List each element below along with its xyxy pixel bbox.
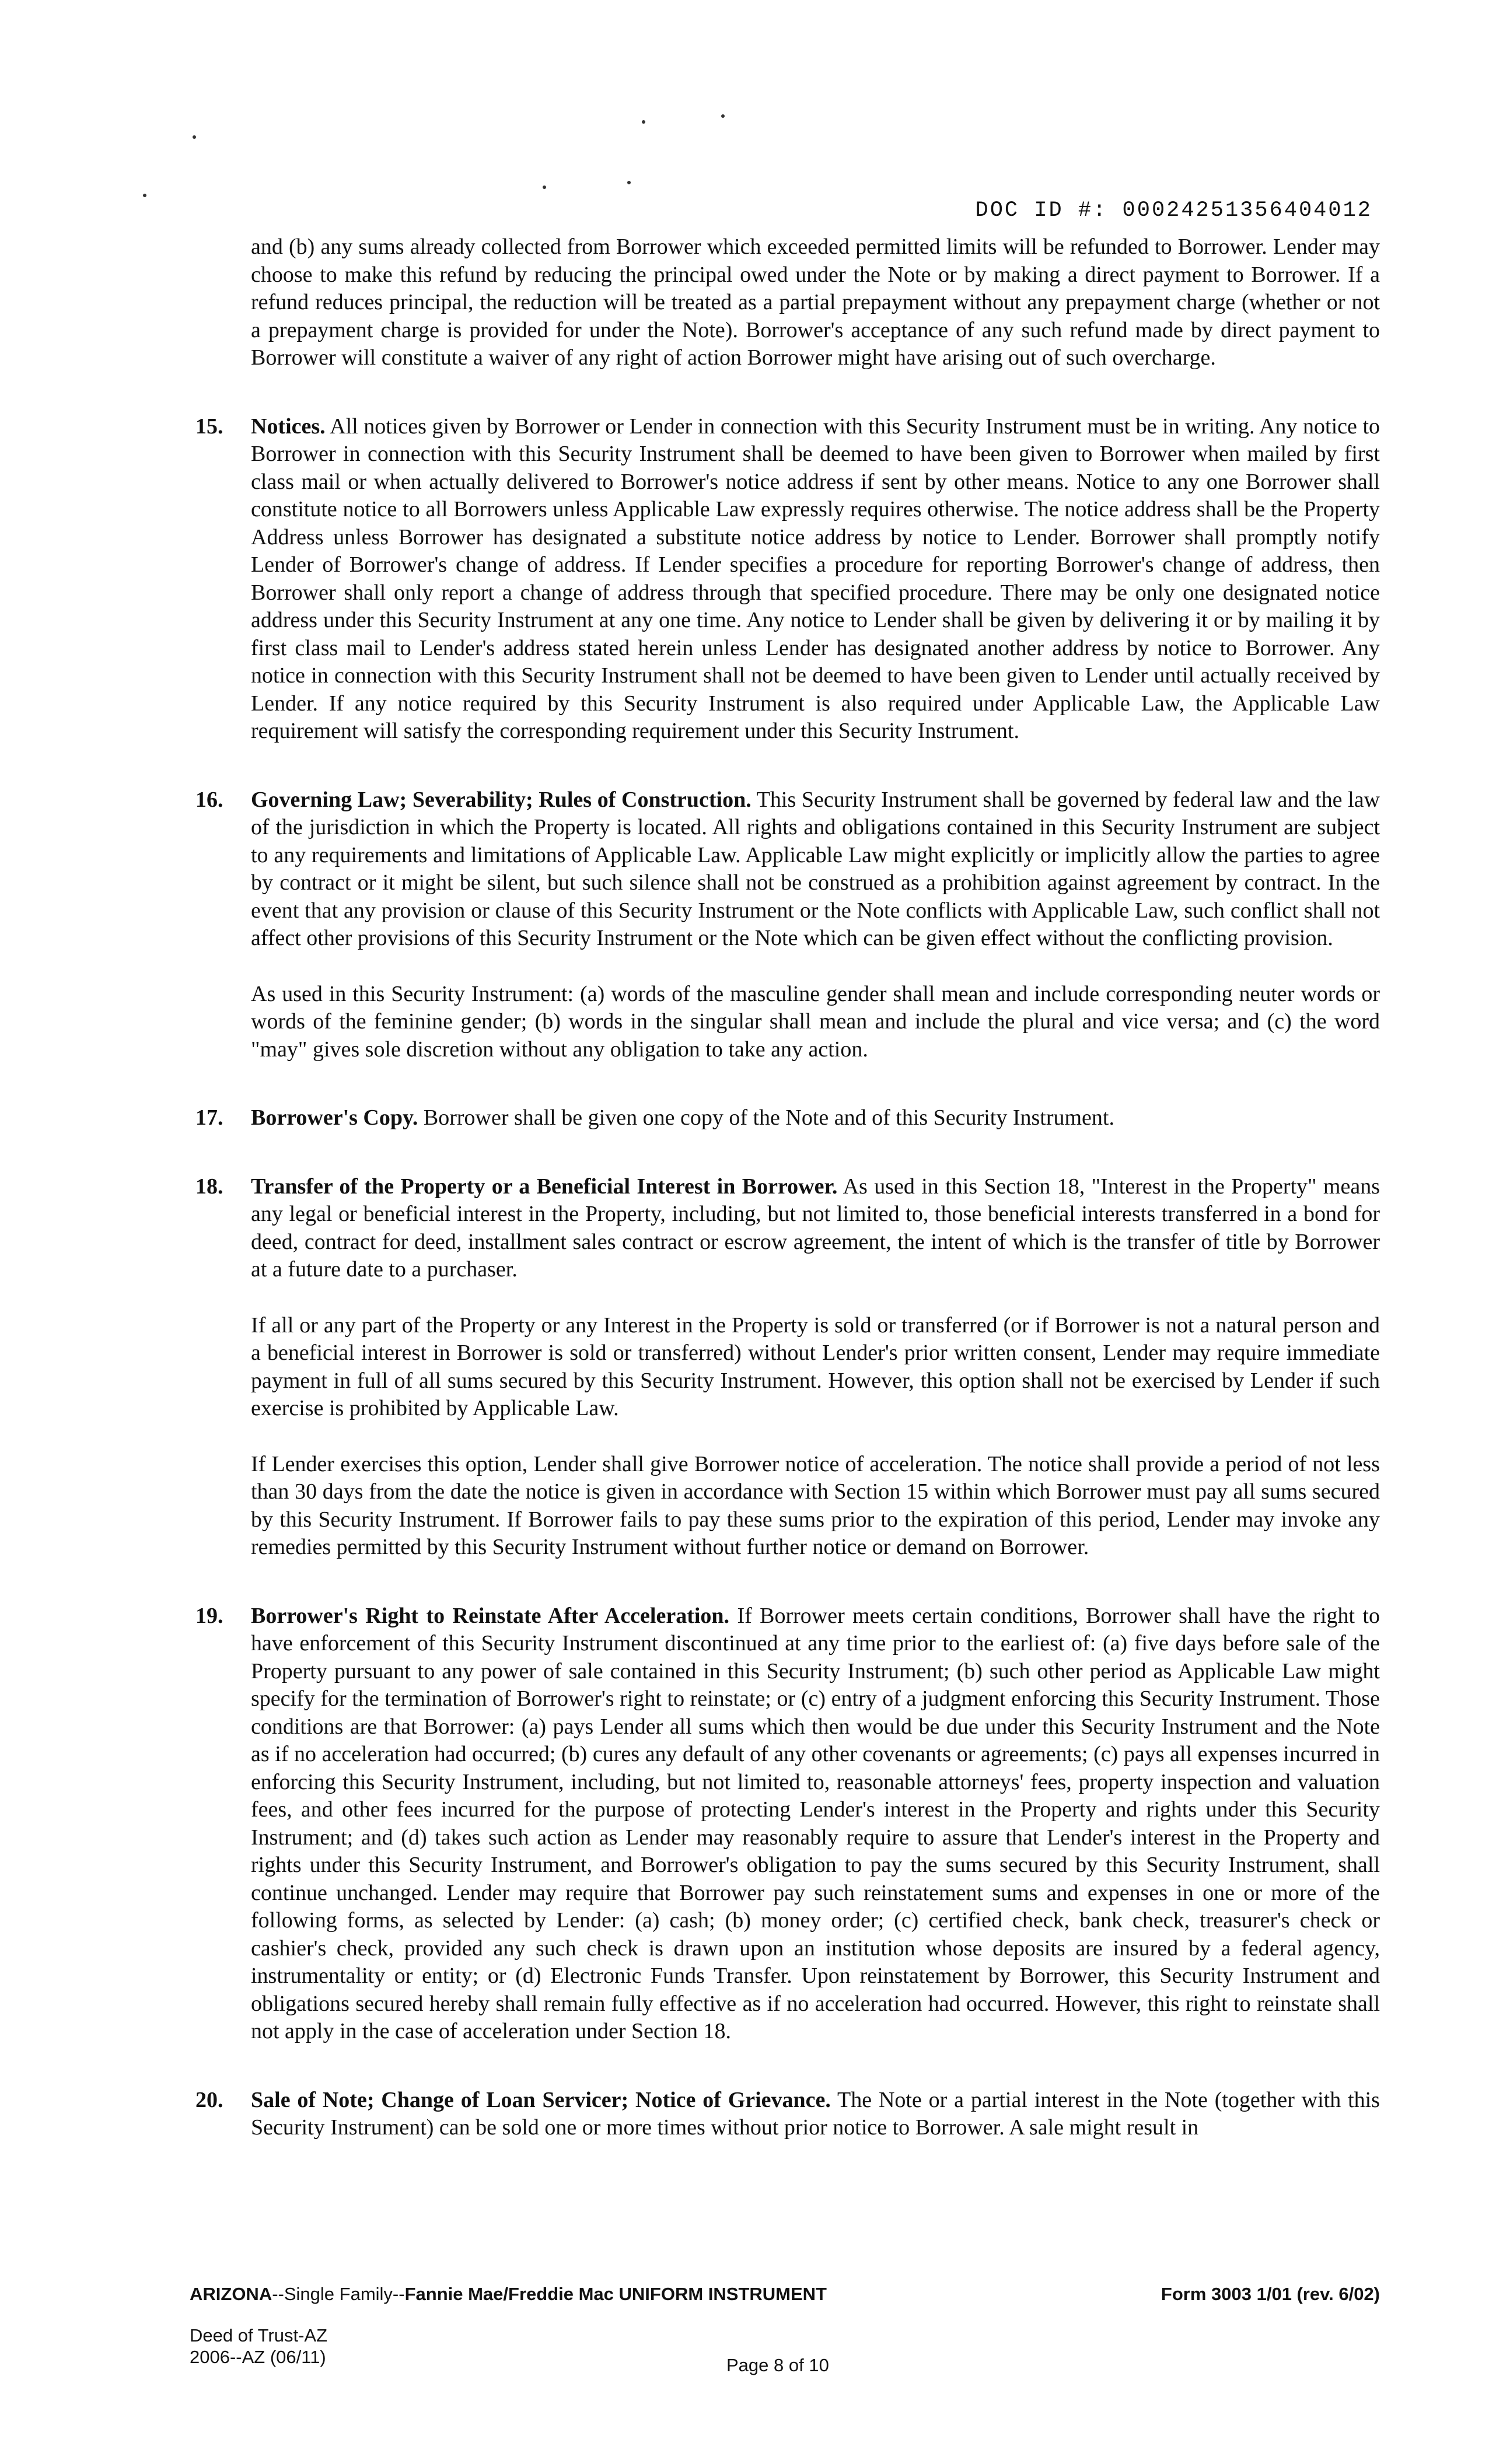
section-paragraph [251,1602,1380,2046]
section-paragraph: If all or any part of the Property or any Interest in the Property is sold or transferred (or if Borrower is not a natural person and a beneficial interest in Borrower is sold or transferred) without Lender's prior written consent, Lender may require immediate payment in full of all sums secured by this Security Instrument. However, this option shall not be exercised by Lender if such exercise is prohibited by Applicable Law. [251,1312,1380,1420]
section-paragraph [251,413,1380,746]
footer-doc-info [190,2325,327,2368]
section-text: If Borrower meets certain conditions, Borrower shall have the right to have enforcement of this Security Instrument discontinued at any time prior to the earliest of: (a) five days before sale of the Property pursuant to any power of sale contained in this Security Instrument; (b) such other period as Applicable Law might specify for the termination of Borrower's right to reinstate; or (c) entry of a judgment enforcing this Security Instrument. Those conditions are that Borrower: (a) pays Lender all sums which then would be due under this Security Instrument and the Note as if no acceleration had occurred; (b) cures any default of any other covenants or agreements; (c) pays all expenses incurred in enforcing this Security Instrument, including, but not limited to, reasonable attorneys' fees, property inspection and valuation fees, and other fees incurred for the purpose of protecting Lender's interest in the Property and rights under this Security Instrument; and (d) takes such action as Lender may reasonably require to assure that Lender's interest in the Property and rights under this Security Instrument, and Borrower's obligation to pay the sums secured by this Security Instrument, shall continue unchanged. Lender may require that Borrower pay such reinstatement sums and expenses in one or more of the following forms, as selected by Lender: (a) cash; (b) money order; (c) certified check, bank check, treasurer's check or cashier's check, provided any such check is drawn upon an institution whose deposits are insured by a federal agency, instrumentality or entity; or (d) Electronic Funds Transfer. Upon reinstatement by Borrower, this Security Instrument and obligations secured hereby shall remain fully effective as if no acceleration had occurred. However, this right to reinstate shall not apply in the case of acceleration under Section 18. [251,1603,1380,2043]
section-number: 18. [195,1174,223,1199]
section-18 [195,1173,1380,1562]
section-number: 15. [195,414,223,439]
section-number: 17. [195,1105,223,1130]
document-body [195,233,1380,2183]
intro-paragraph: and (b) any sums already collected from Borrower which exceeded permitted limits will be refunded to Borrower. Lender may choose to make this refund by reducing the principal owed under the Note or by making a direct payment to Borrower. If a refund reduces principal, the reduction will be treated as a partial prepayment without any prepayment charge (whether or not a prepayment charge is provided for under the Note). Borrower's acceptance of any such refund made by direct payment to Borrower will constitute a waiver of any right of action Borrower might have arising out of such overcharge. [251,235,1380,370]
section-title: Sale of Note; Change of Loan Servicer; Notice of Grievance. [251,2087,831,2112]
footer-doc-code: 2006--AZ (06/11) [190,2347,326,2367]
section-text: As used in this Section 18, "Interest in the Property" means any legal or beneficial interest in the Property, including, but not limited to, those beneficial interests transferred in a bond for deed, contract for deed, installment sales contract or escrow agreement, the intent of which is the transfer of title by Borrower at a future date to a purchaser. [251,1174,1380,1282]
section-paragraph [251,2087,1380,2142]
section-title: Borrower's Right to Reinstate After Acceleration. [251,1603,730,1628]
section-19 [195,1602,1380,2046]
section-title: Borrower's Copy. [251,1105,418,1130]
page-number: Page 8 of 10 [726,2355,829,2375]
scan-speck [627,181,631,184]
scan-speck [642,120,645,124]
footer-doc-type: Deed of Trust-AZ [190,2325,328,2346]
section-paragraph: If Lender exercises this option, Lender shall give Borrower notice of acceleration. The notice shall provide a period of not less than 30 days from the date the notice is given in accordance with Section 15 within which Borrower must pay all sums secured by this Security Instrument. If Borrower fails to pay these sums prior to the expiration of this period, Lender may invoke any remedies permitted by this Security Instrument without further notice or demand on Borrower. [251,1451,1380,1559]
doc-id: DOC ID #: 00024251356404012 [975,198,1372,223]
section-text: Borrower shall be given one copy of the Note and of this Security Instrument. [423,1105,1114,1130]
section-number: 19. [195,1603,223,1628]
scan-speck [721,114,725,118]
scan-speck [143,194,146,197]
section-17 [195,1104,1380,1132]
footer-family-type: --Single Family-- [272,2284,405,2304]
section-paragraph: As used in this Security Instrument: (a) words of the masculine gender shall mean and include corresponding neuter words or words of the feminine gender; (b) words in the singular shall mean and include the plural and vice versa; and (c) the word "may" gives sole discretion without any obligation to take any action. [251,981,1380,1062]
section-title: Governing Law; Severability; Rules of Construction. [251,787,752,812]
section-number: 16. [195,787,223,812]
section-15 [195,413,1380,746]
section-text: This Security Instrument shall be governed by federal law and the law of the jurisdiction in which the Property is located. All rights and obligations contained in this Security Instrument are subject to any requirements and limitations of Applicable Law. Applicable Law might explicitly or implicitly allow the parties to agree by contract or it might be silent, but such silence shall not be construed as a prohibition against agreement by contract. In the event that any provision or clause of this Security Instrument or the Note conflicts with Applicable Law, such conflict shall not affect other provisions of this Security Instrument or the Note which can be given effect without the conflicting provision. [251,787,1380,950]
scan-speck [543,186,546,189]
section-text: All notices given by Borrower or Lender in connection with this Security Instrument must be in writing. Any notice to Borrower in connection with this Security Instrument shall be deemed to have been given to Borrower when mailed by first class mail or when actually delivered to Borrower's notice address if sent by other means. Notice to any one Borrower shall constitute notice to all Borrowers unless Applicable Law expressly requires otherwise. The notice address shall be the Property Address unless Borrower has designated a substitute notice address by notice to Lender. Borrower shall promptly notify Lender of Borrower's change of address. If Lender specifies a procedure for reporting Borrower's change of address, then Borrower shall only report a change of address through that specified procedure. There may be only one designated notice address under this Security Instrument at any one time. Any notice to Lender shall be given by delivering it or by mailing it by first class mail to Lender's address stated herein unless Lender has designated another address by notice to Borrower. Any notice in connection with this Security Instrument shall not be deemed to have been given to Lender until actually received by Lender. If any notice required by this Security Instrument is also required under Applicable Law, the Applicable Law requirement will satisfy the corresponding requirement under this Security Instrument. [251,414,1380,743]
section-title: Transfer of the Property or a Beneficial Interest in Borrower. [251,1174,838,1199]
scan-speck [193,135,196,139]
section-16 [195,786,1380,1064]
section-20 [195,2087,1380,2142]
section-number: 20. [195,2087,223,2112]
section-paragraph [251,1104,1380,1132]
section-title: Notices. [251,414,326,439]
footer-form-number: Form 3003 1/01 (rev. 6/02) [1161,2284,1380,2304]
footer-instrument-line [190,2284,827,2305]
section-paragraph [251,786,1380,953]
footer-instrument: Fannie Mae/Freddie Mac UNIFORM INSTRUMENT [404,2284,827,2304]
footer-state: ARIZONA [190,2284,272,2304]
section-paragraph [251,1173,1380,1284]
section-text: The Note or a partial interest in the Note (together with this Security Instrument) can be sold one or more times without prior notice to Borrower. A sale might result in [251,2087,1380,2140]
